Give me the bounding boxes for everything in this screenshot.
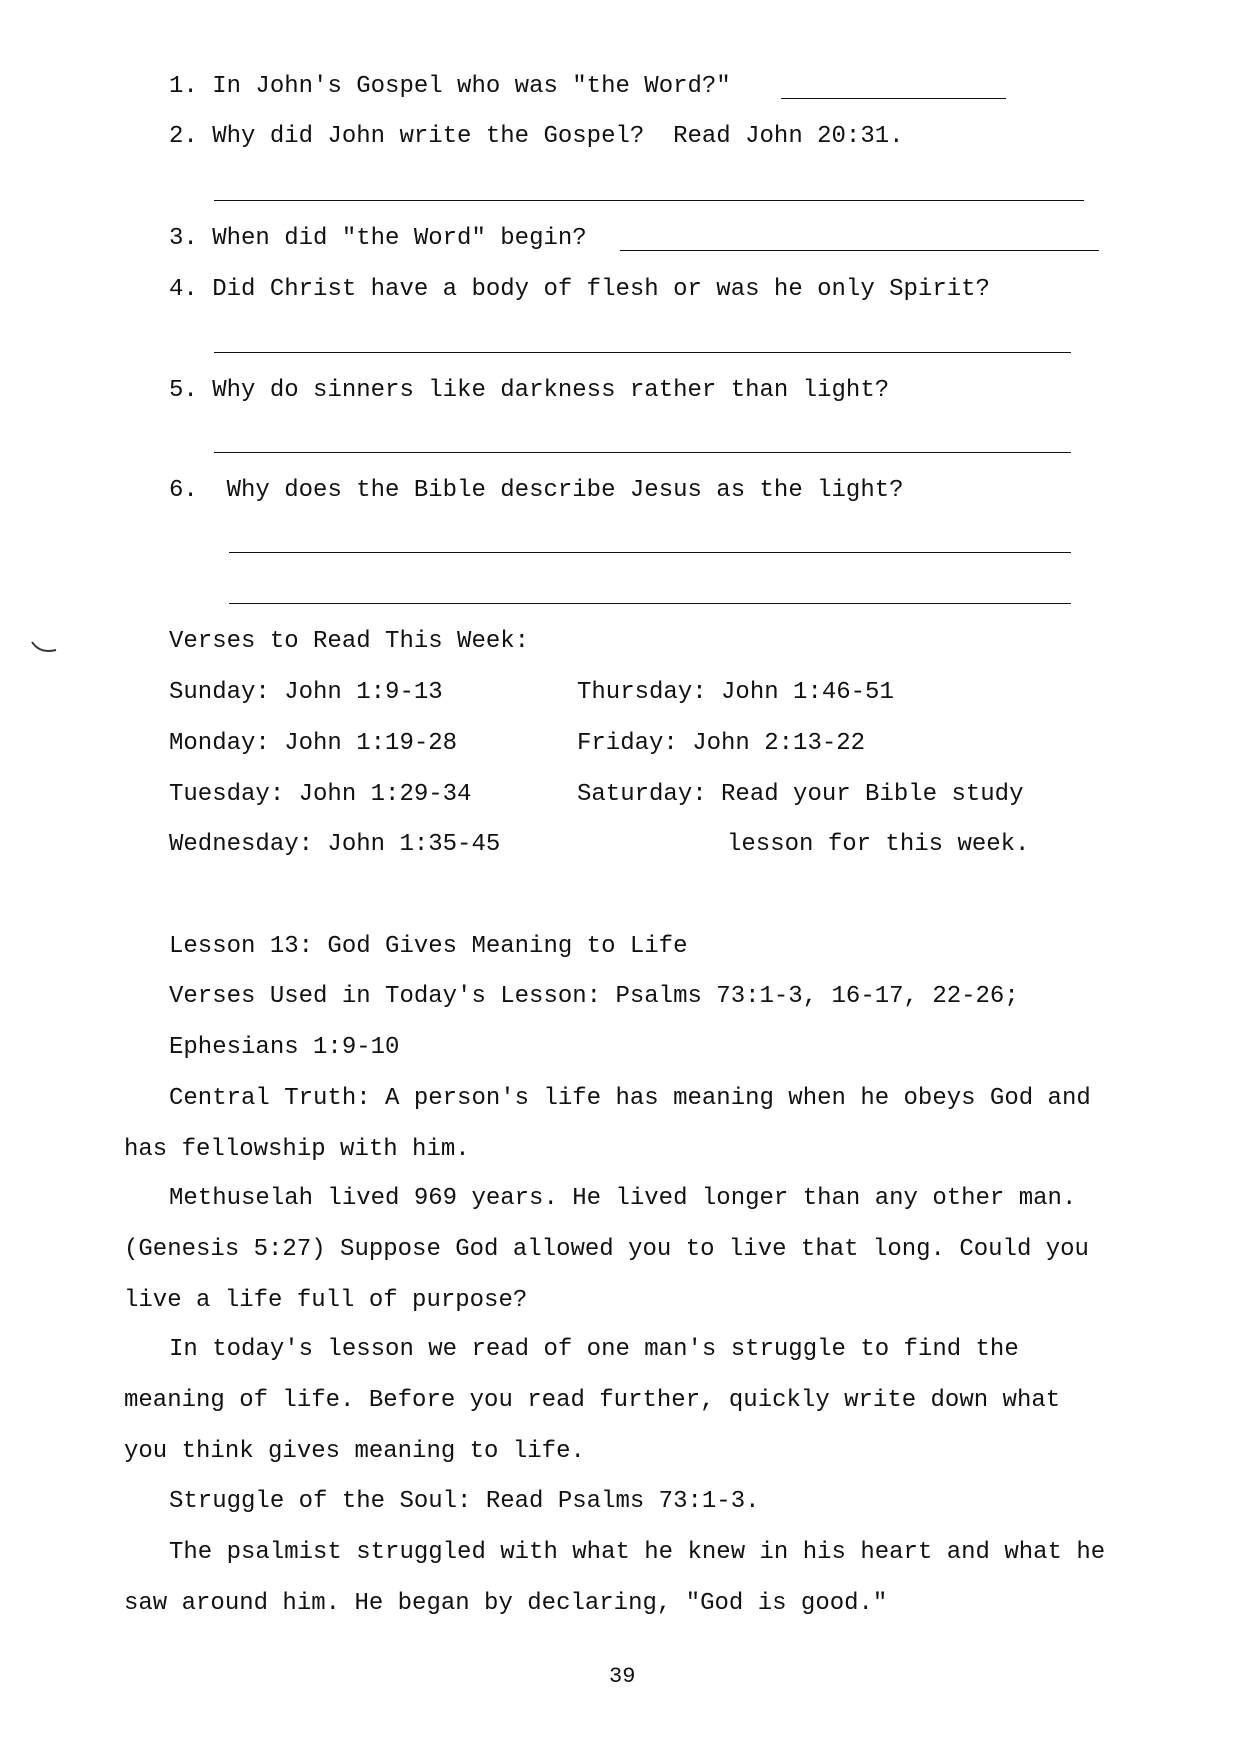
verse-saturday-cont: lesson for this week. <box>727 831 1030 858</box>
lesson-title: Lesson 13: God Gives Meaning to Life <box>169 933 688 960</box>
verses-used-cont: Ephesians 1:9-10 <box>169 1034 400 1061</box>
answer-line <box>781 98 1006 99</box>
verse-tuesday: Tuesday: John 1:29-34 <box>169 781 472 808</box>
question-number: 1. <box>169 73 198 100</box>
question-text: Did Christ have a body of flesh or was he only Spirit? <box>212 276 990 303</box>
question-1 <box>169 73 731 101</box>
answer-line <box>620 250 1099 251</box>
verses-heading: Verses to Read This Week: <box>169 628 530 655</box>
question-6 <box>169 477 904 505</box>
lesson-line: (Genesis 5:27) Suppose God allowed you to live that long. Could you <box>124 1236 1089 1263</box>
lesson-line: has fellowship with him. <box>124 1136 470 1163</box>
answer-line <box>214 352 1071 353</box>
verse-sunday: Sunday: John 1:9-13 <box>169 679 443 706</box>
verse-saturday: Saturday: Read your Bible study <box>577 781 1024 808</box>
question-text: Why does the Bible describe Jesus as the light? <box>226 477 904 504</box>
scan-mark-icon <box>30 640 60 660</box>
question-text: In John's Gospel who was "the Word?" <box>212 73 731 100</box>
verse-thursday: Thursday: John 1:46-51 <box>577 679 894 706</box>
lesson-line: you think gives meaning to life. <box>124 1438 585 1465</box>
question-text: When did "the Word" begin? <box>212 225 587 252</box>
verses-used: Verses Used in Today's Lesson: Psalms 73:1-3, 16-17, 22-26; <box>169 983 1019 1010</box>
question-text: Why did John write the Gospel? Read John 20:31. <box>212 123 904 150</box>
lesson-line: Methuselah lived 969 years. He lived longer than any other man. <box>169 1185 1077 1212</box>
question-text: Why do sinners like darkness rather than light? <box>212 377 890 404</box>
verse-monday: Monday: John 1:19-28 <box>169 730 458 757</box>
lesson-line: saw around him. He began by declaring, "God is good." <box>124 1590 888 1617</box>
lesson-line: In today's lesson we read of one man's struggle to find the <box>169 1336 1019 1363</box>
answer-line <box>214 452 1071 453</box>
lesson-line: Struggle of the Soul: Read Psalms 73:1-3. <box>169 1488 760 1515</box>
page-number: 39 <box>609 1664 636 1689</box>
answer-line <box>229 552 1071 553</box>
lesson-line: live a life full of purpose? <box>124 1287 528 1314</box>
verse-wednesday: Wednesday: John 1:35-45 <box>169 831 501 858</box>
lesson-line: The psalmist struggled with what he knew in his heart and what he <box>169 1539 1106 1566</box>
lesson-line: Central Truth: A person's life has meaning when he obeys God and <box>169 1085 1091 1112</box>
question-5 <box>169 377 889 405</box>
question-3 <box>169 225 587 253</box>
question-number: 2. <box>169 123 198 150</box>
question-number: 3. <box>169 225 198 252</box>
answer-line <box>214 200 1084 201</box>
lesson-line: meaning of life. Before you read further, quickly write down what <box>124 1387 1061 1414</box>
verse-friday: Friday: John 2:13-22 <box>577 730 866 757</box>
question-2 <box>169 123 904 151</box>
question-number: 5. <box>169 377 198 404</box>
question-4 <box>169 276 990 304</box>
question-number: 6. <box>169 477 198 504</box>
answer-line <box>229 603 1071 604</box>
question-number: 4. <box>169 276 198 303</box>
